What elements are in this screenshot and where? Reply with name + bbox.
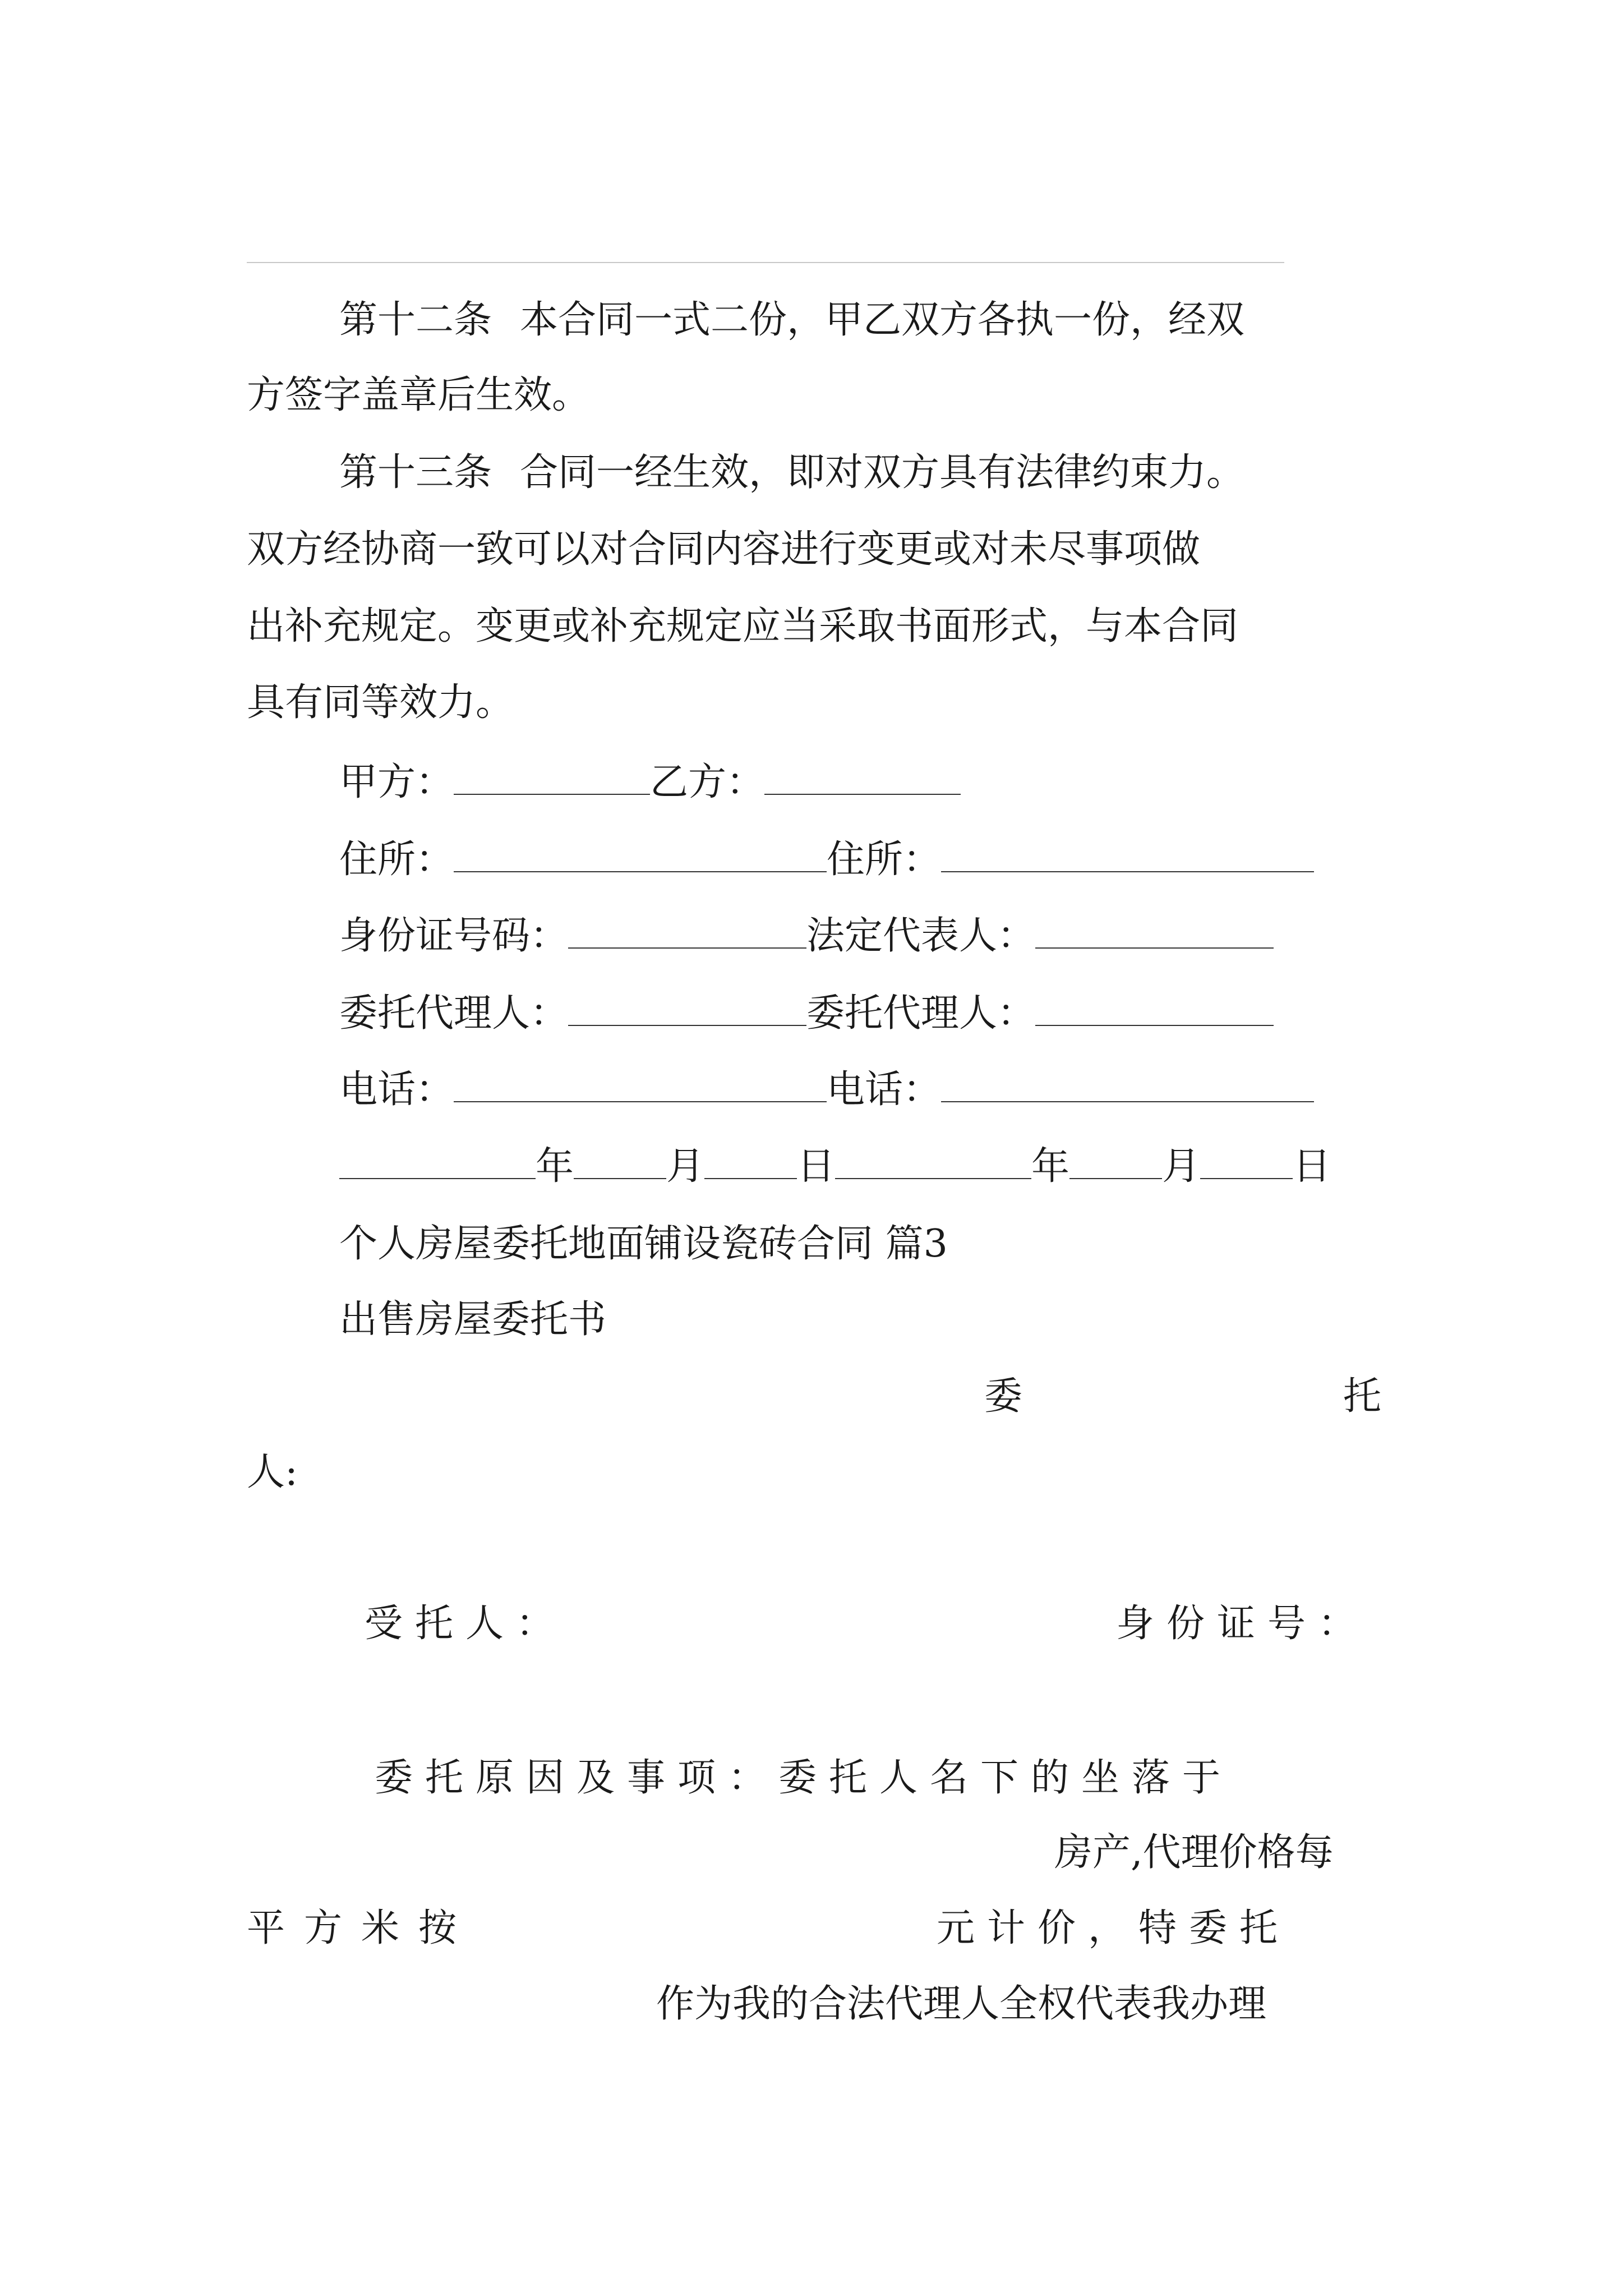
year-b-blank[interactable] — [835, 1147, 1031, 1179]
document-title: 出售房屋委托书 — [339, 1297, 607, 1342]
legal-rep-label: 法定代表人： — [806, 914, 1036, 958]
per-sqm-label: 平方米按 — [247, 1906, 476, 1950]
agent-a-blank[interactable] — [568, 993, 806, 1026]
id-row — [339, 911, 1274, 961]
day-b-label: 日 — [1293, 1144, 1331, 1189]
month-b-blank[interactable] — [1069, 1147, 1162, 1179]
article-12-line-2: 方签字盖章后生效。 — [247, 373, 591, 417]
price-text: 元计价，特委托 — [937, 1906, 1290, 1950]
party-row — [339, 757, 961, 808]
agent-label: 受托人： — [365, 1602, 567, 1646]
legal-rep-blank[interactable] — [1035, 916, 1274, 949]
month-a-label: 月 — [666, 1144, 705, 1189]
address-a-blank[interactable] — [454, 840, 827, 872]
address-row — [339, 835, 1314, 885]
article-12-line-1 — [339, 295, 1244, 346]
party-a-label: 甲方： — [339, 760, 454, 804]
agent-a-label: 委托代理人： — [339, 991, 569, 1036]
year-b-label: 年 — [1031, 1144, 1070, 1189]
id-number-blank[interactable] — [568, 916, 806, 949]
reason-line: 委托原因及事项：委托人名下的坐落于 — [375, 1756, 1233, 1800]
agent-id-label: 身份证号： — [1116, 1602, 1369, 1646]
authorize-line: 作为我的合法代理人全权代表我办理 — [656, 1982, 1267, 2026]
property-line: 房产,代理价格每 — [1054, 1830, 1334, 1875]
address-b-label: 住所： — [827, 838, 942, 882]
section-heading: 个人房屋委托地面铺设瓷砖合同 篇3 — [339, 1222, 948, 1266]
article-13-text: 合同一经生效，即对双方具有法律约束力。 — [520, 450, 1245, 495]
phone-a-label: 电话： — [339, 1068, 454, 1112]
phone-row — [339, 1065, 1314, 1115]
day-a-blank[interactable] — [704, 1147, 797, 1179]
date-row — [339, 1142, 1331, 1192]
day-a-label: 日 — [797, 1144, 836, 1189]
article-13-number: 第十三条 — [339, 450, 492, 495]
party-a-blank[interactable] — [454, 762, 650, 795]
agent-b-label: 委托代理人： — [806, 991, 1036, 1036]
article-13-line-1 — [339, 448, 1244, 498]
principal-char-3: 人: — [247, 1450, 298, 1494]
article-13-line-2: 双方经协商一致可以对合同内容进行变更或对未尽事项做 — [247, 527, 1201, 572]
month-b-label: 月 — [1162, 1144, 1201, 1189]
phone-b-label: 电话： — [827, 1068, 942, 1112]
month-a-blank[interactable] — [574, 1147, 666, 1179]
article-13-line-4: 具有同等效力。 — [247, 680, 514, 725]
party-b-blank[interactable] — [764, 762, 961, 795]
article-12-number: 第十二条 — [339, 298, 492, 342]
phone-a-blank[interactable] — [454, 1070, 827, 1102]
address-a-label: 住所： — [339, 838, 454, 882]
party-b-label: 乙方： — [650, 760, 765, 804]
principal-char-2: 托 — [1343, 1374, 1382, 1419]
day-b-blank[interactable] — [1200, 1147, 1293, 1179]
address-b-blank[interactable] — [941, 840, 1314, 872]
article-12-text: 本合同一式二份，甲乙双方各执一份，经双 — [520, 298, 1245, 342]
header-rule — [247, 262, 1284, 263]
phone-b-blank[interactable] — [941, 1070, 1314, 1102]
id-number-label: 身份证号码： — [339, 914, 569, 958]
year-a-label: 年 — [536, 1144, 574, 1189]
year-a-blank[interactable] — [339, 1147, 536, 1179]
agent-b-blank[interactable] — [1035, 993, 1274, 1026]
article-13-line-3: 出补充规定。变更或补充规定应当采取书面形式，与本合同 — [247, 604, 1239, 648]
agent-row — [339, 988, 1274, 1039]
principal-char-1: 委 — [984, 1374, 1023, 1419]
